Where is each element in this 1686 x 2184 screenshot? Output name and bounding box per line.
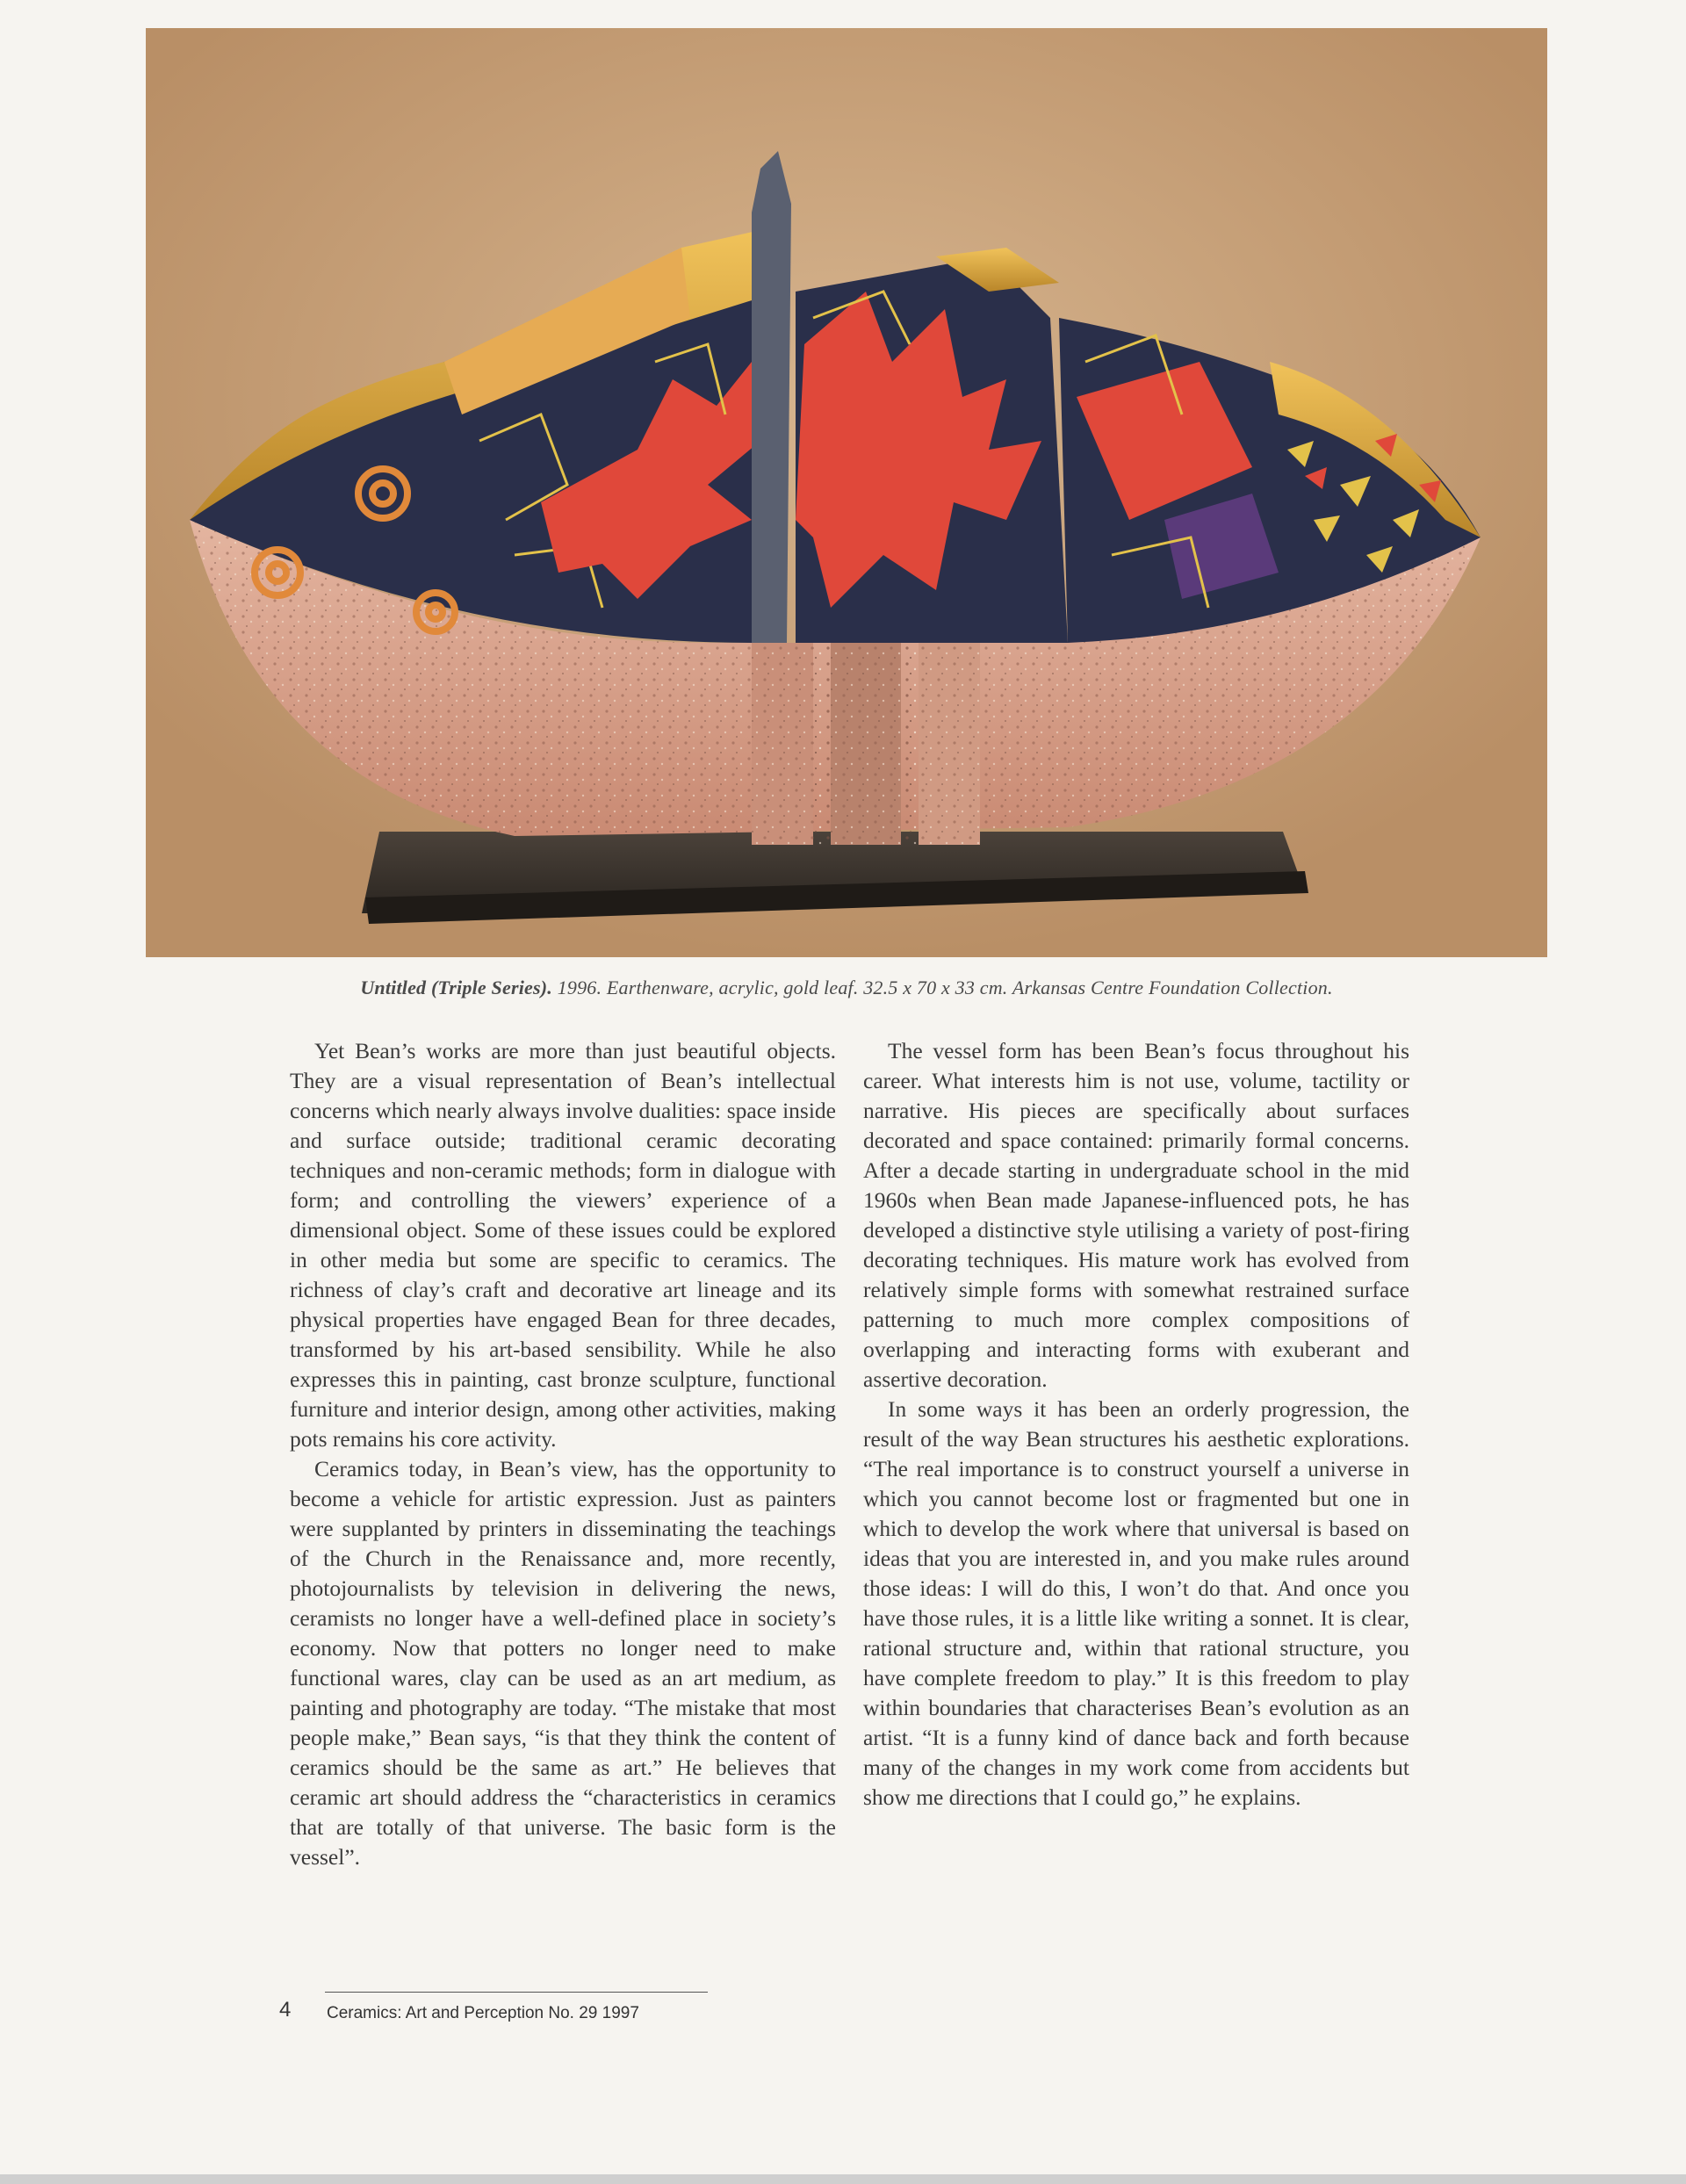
footer-divider — [325, 1992, 708, 1993]
artwork-photograph — [146, 28, 1547, 957]
page-number: 4 — [279, 1998, 292, 2022]
scan-edge — [0, 2174, 1686, 2184]
paragraph: Ceramics today, in Bean’s view, has the opportunity to become a vehicle for artistic expression. Just as painters were supplanted by printers in disseminating the teachings of the Church in the Renaissance and, more recently, photojournalists by television in delivering the news, ceramists no longer have a well-defined place in society’s economy. Now that potters no longer need to make functional wares, clay can be used as an art medium, as painting and photography are today. “The mistake that most people make,” Bean says, “is that they think the content of ceramics should be the same as art.” He believes that ceramic art should address the “characteristics in ceramics that are totally of that universe. The basic form is the vessel”. — [290, 1456, 836, 1870]
right-text-column — [863, 1036, 1409, 1813]
figure-caption — [146, 977, 1547, 999]
publication-footer: Ceramics: Art and Perception No. 29 1997 — [327, 2004, 639, 2022]
paragraph: Yet Bean’s works are more than just beautiful objects. They are a visual representation of Bean’s intellectual concerns which nearly always involve dualities: space inside and surface outside; traditional ceramic decorating techniques and non-ceramic methods; form in dialogue with form; and controlling the viewers’ experience of a dimensional object. Some of these issues could be explored in other media but some are specific to ceramics. The richness of clay’s craft and decorative art lineage and its physical properties have engaged Bean for three decades, transformed by his art-based sensibility. While he also expresses this in painting, cast bronze sculpture, functional furniture and interior design, among other activities, making pots remains his core activity. — [290, 1038, 836, 1452]
paragraph: The vessel form has been Bean’s focus throughout his career. What interests him is not use, volume, tactility or narrative. His pieces are specifically about surfaces decorated and space contained: primarily formal concerns. After a decade starting in undergraduate school in the mid 1960s when Bean made Japanese-influenced pots, he has developed a distinctive style utilising a variety of post-firing decorating techniques. His mature work has evolved from relatively simple forms with somewhat restrained surface patterning to much more complex compositions of overlapping and interacting forms with exuberant and assertive decoration. — [863, 1038, 1409, 1392]
caption-details: 1996. Earthenware, acrylic, gold leaf. 32.5 x 70 x 33 cm. Arkansas Centre Foundation Collection. — [557, 977, 1333, 998]
ceramic-vessel-illustration — [146, 28, 1547, 957]
left-text-column — [290, 1036, 836, 1872]
paragraph: In some ways it has been an orderly progression, the result of the way Bean structures his aesthetic explorations. “The real importance is to construct yourself a universe in which you cannot become lost or fragmented but one in which to develop the work where that universal is based on ideas that you are interested in, and you make rules around those ideas: I will do this, I won’t do that. And once you have those rules, it is a little like writing a sonnet. It is clear, rational structure and, within that rational structure, you have complete freedom to play.” It is this freedom to play within boundaries that characterises Bean’s evolution as an artist. “It is a funny kind of dance back and forth because many of the changes in my work come from accidents but show me directions that I could go,” he explains. — [863, 1396, 1409, 1810]
caption-title: Untitled (Triple Series). — [360, 977, 552, 998]
